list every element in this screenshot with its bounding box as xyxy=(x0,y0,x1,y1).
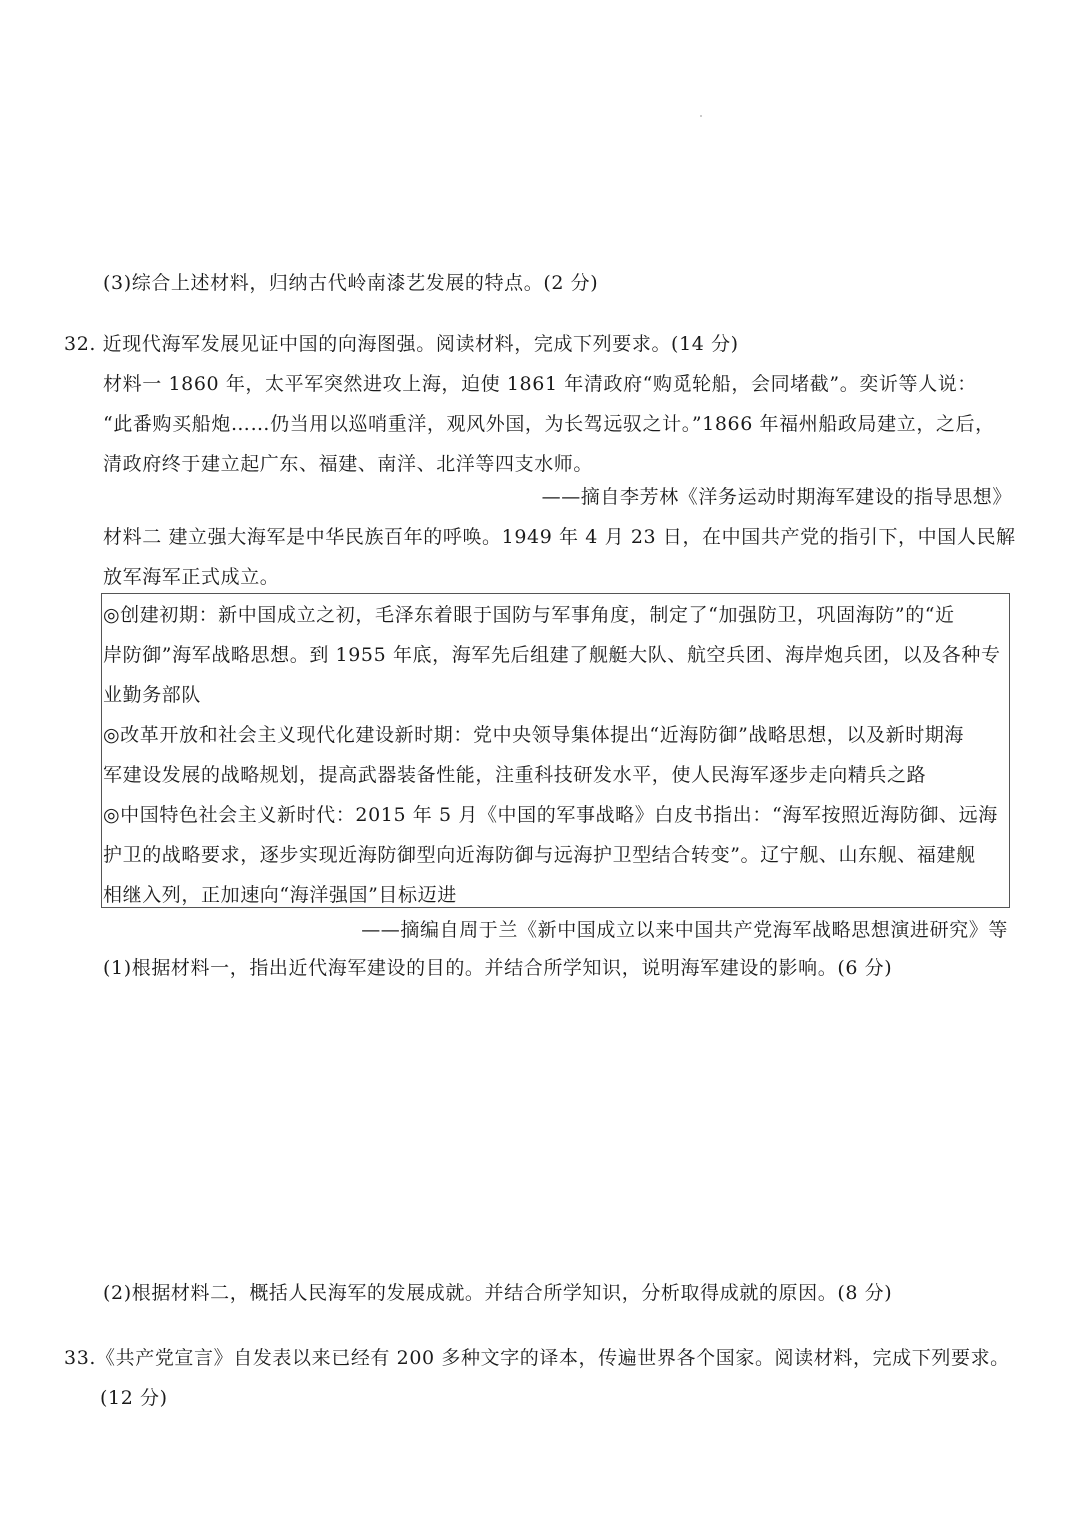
material-2-line-1: 材料二 建立强大海军是中华民族百年的呼唤。1949 年 4 月 23 日，在中国共产党的指引下，中国人民解 xyxy=(103,526,1016,548)
question-33-score: (12 分) xyxy=(100,1387,168,1409)
material-1-line-1: 材料一 1860 年，太平军突然进攻上海，迫使 1861 年清政府“购觅轮船，会同堵截”。奕䜣等人说： xyxy=(103,373,977,395)
timeline-box-line: 岸防御”海军战略思想。到 1955 年底，海军先后组建了舰艇大队、航空兵团、海岸炮兵团，以及各种专 xyxy=(103,644,1001,666)
timeline-box-line: 军建设发展的战略规划，提高武器装备性能，注重科技研发水平，使人民海军逐步走向精兵之路 xyxy=(103,764,927,786)
timeline-box-line: ◎改革开放和社会主义现代化建设新时期：党中央领导集体提出“近海防御”战略思想，以及新时期海 xyxy=(103,724,965,746)
material-2-timeline-box xyxy=(101,593,1010,908)
material-2-source: ——摘编自周于兰《新中国成立以来中国共产党海军战略思想演进研究》等 xyxy=(361,919,1008,941)
scan-speck xyxy=(700,115,702,117)
material-1-source: ——摘自李芳林《洋务运动时期海军建设的指导思想》 xyxy=(541,486,1012,508)
material-2-line-2: 放军海军正式成立。 xyxy=(103,566,280,588)
question-32-heading: 32. 近现代海军发展见证中国的向海图强。阅读材料，完成下列要求。(14 分) xyxy=(64,333,739,355)
timeline-box-line: ◎创建初期：新中国成立之初，毛泽东着眼于国防与军事角度，制定了“加强防卫，巩固海防”的“近 xyxy=(103,604,955,626)
timeline-box-line: 护卫的战略要求，逐步实现近海防御型向近海防御与远海护卫型结合转变”。辽宁舰、山东舰、福建舰 xyxy=(103,844,976,866)
question-32-part-2: (2)根据材料二，概括人民海军的发展成就。并结合所学知识，分析取得成就的原因。(8 分) xyxy=(103,1282,893,1304)
timeline-box-line: 业勤务部队 xyxy=(103,684,202,706)
question-33-heading: 33.《共产党宣言》自发表以来已经有 200 多种文字的译本，传遍世界各个国家。阅读材料，完成下列要求。 xyxy=(64,1347,1010,1369)
question-32-part-1: (1)根据材料一，指出近代海军建设的目的。并结合所学知识，说明海军建设的影响。(6 分) xyxy=(103,957,893,979)
question-31-part-3: (3)综合上述材料，归纳古代岭南漆艺发展的特点。(2 分) xyxy=(103,272,599,294)
material-1-line-2: “此番购买船炮……仍当用以巡哨重洋，观风外国，为长驾远驭之计。”1866 年福州船政局建立，之后， xyxy=(103,413,995,435)
timeline-box-line: 相继入列，正加速向“海洋强国”目标迈进 xyxy=(103,884,457,906)
timeline-box-line: ◎中国特色社会主义新时代：2015 年 5 月《中国的军事战略》白皮书指出：“海军按照近海防御、远海 xyxy=(103,804,998,826)
material-1-line-3: 清政府终于建立起广东、福建、南洋、北洋等四支水师。 xyxy=(103,453,594,475)
